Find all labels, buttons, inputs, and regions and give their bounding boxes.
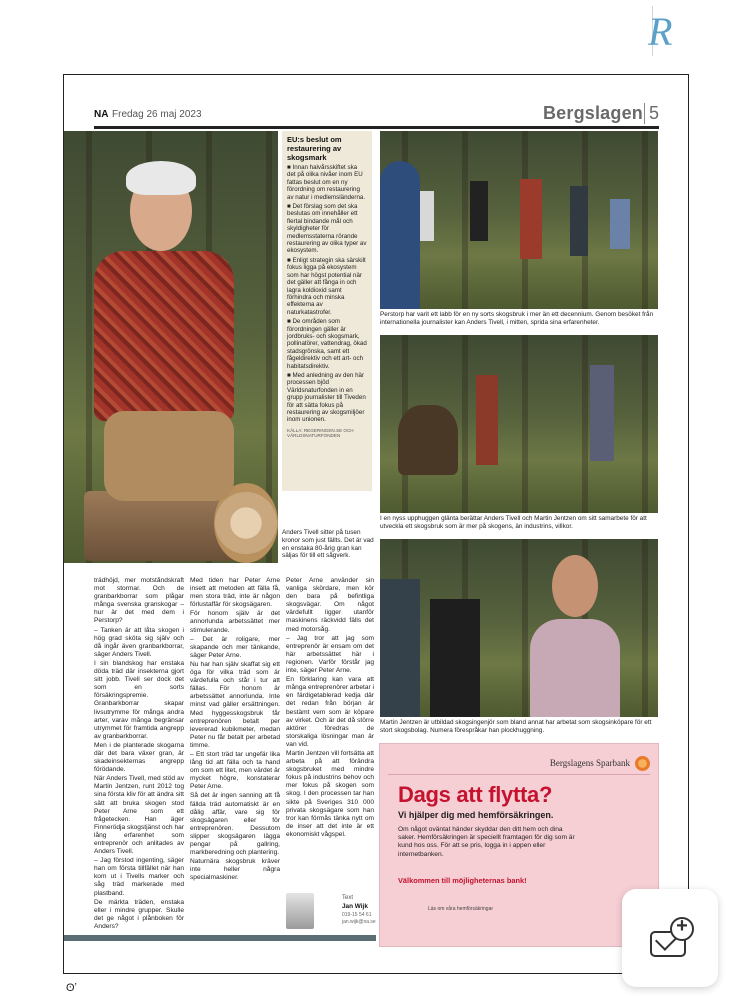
ad-small-link[interactable]: Läs om våra hemförsäkringar [428, 906, 494, 912]
article-paragraph: Med tiden har Peter Arne insett att metoden att fälla få, men stora träd, inte är någon förlustaffär för skogsägaren. [190, 577, 280, 609]
group-photo-caption: Perstorp har varit ett labb för en ny sorts skogsbruk i mer än ett decennium. Genom besöket från internationella journalister kan Anders Tivell, i mitten, sprida sina erfarenheter. [380, 311, 654, 326]
bank-logo-icon [635, 756, 650, 771]
masthead-brand: NA [94, 109, 109, 120]
photo-person [610, 199, 630, 249]
factbox-item: ■ Med anledning av den här processen bjöd Världsnaturfonden in en grupp journalister till Tiveden för att sätta fokus på restaurering av skogsmiljöer inom unionen. [287, 372, 367, 424]
article-paragraph: Så det är ingen sanning att få fällda träd automatiskt är en dålig affär, vare sig för skogsägaren eller för entreprenören. Dessutom slipper skogsägaren lägga pengar på gallring, markberedning och plantering. [190, 792, 280, 857]
article-paragraph: De märkta träden, enstaka eller i mindre grupper. Skulle det ge något i plånboken för Anders? [94, 898, 184, 930]
masthead-section: Bergslagen [542, 103, 643, 123]
photo-person [420, 191, 434, 241]
article-paragraph: Peter Arne använder sin vanliga skördare, men kör den bara på befintliga skogsvägar. Om något värdefullt ligger utanför maskinens räckvidd fälls det med motorsåg. [286, 577, 374, 633]
article-paragraph: – Jag förstod ingenting, säger han om första tillfället när han kom ut i Tivells marker och såg träd markerade med plastband. [94, 857, 184, 897]
author-photo [286, 893, 314, 929]
factbox-source: KÄLLA: REGERINGEN.SE OCH VÄRLDSNATURFONDEN [287, 427, 354, 439]
article-column-2 [190, 577, 280, 932]
factbox-item: ■ Innan halvårsskiftet ska det på olika nivåer inom EU fattas beslut om en ny förordning om restaurering av natur i medlemsländerna. [287, 164, 367, 201]
compose-mail-button[interactable] [622, 889, 718, 987]
article-paragraph: Martin Jentzen vill fortsätta att arbeta på att förändra skogsbruket med mindre fokus på industrins behov och mer fokus på skogen som skog. I den processen tar han sikte på Sveriges 310 000 privata skogsägare som han tror kan förmås tänka nytt om de inser att det inte är ett ekonomiskt vågspel. [286, 749, 374, 838]
plus-icon: + [670, 917, 694, 941]
main-photo-caption: Anders Tivell sitter på tusen kronor som just fällts. Det är vad en enstaka 80-årig gran kan säljas för till ett sågverk. [282, 529, 374, 560]
factbox-item: ■ Det förslag som det ska beslutas om innehåller ett flertal bindande mål och skyldigheter för medlemsstaterna rörande restaurering av olika typer av ekosystem. [287, 203, 367, 255]
factbox-item: ■ De områden som förordningen gäller är jordbruks- och skogsmark, pollinatörer, vattendrag, ökad stadsgrönska, samt ett fågeldirektiv och ett art- och habitatsdirektiv. [287, 318, 367, 370]
article-paragraph: När Anders Tivell, med stöd av Martin Jentzen, runt 2012 tog sina första kliv för att ändra sitt sätt att bruka skogen stod Peter Arne som ett frågetecken. Han äger Finnerödja skogstjänst och har lång erfarenhet som entreprenör och anlitades av Anders Tivell. [94, 775, 184, 856]
photo-person-head [552, 555, 598, 617]
article-paragraph: – Tanken är att låta skogen i hög grad sköta sig själv och då ingår även granbarkborrar, säger Anders Tivell. [94, 626, 184, 658]
article-paragraph: – Det är roligare, mer skapande och mer tänkande, säger Peter Arne. [190, 635, 280, 659]
photo-person [380, 579, 420, 717]
photo-person [570, 186, 588, 256]
ad-subheadline: Vi hjälper dig med hemförsäkringen. [398, 810, 554, 820]
masthead-page-number: 5 [644, 103, 659, 124]
article-paragraph: I sin blandskog har enstaka döda träd där insekterna gjort sitt jobb. Tivell ser dock det som en sorts försäkringspremie. Granbarkborrar skapar livsutrymme för många andra arter, varav många begränsar utrymmet för framtida angrepp av granbarkborrar. [94, 659, 184, 740]
advertisement[interactable] [379, 743, 659, 947]
ad-bank-name: Bergslagens Sparbank [549, 758, 630, 768]
group-photo [380, 131, 658, 309]
photo-person-shirt [94, 251, 234, 421]
article-paragraph: trädhöjd, mer motståndskraft mot stormar. Och de granbarkborrar som plågar många svenska granskogar – hur är det med dem i Perstorp? [94, 577, 184, 625]
photo-person [590, 365, 614, 461]
ad-headline: Dags att flytta? [398, 782, 553, 807]
ad-cta[interactable]: Välkommen till möjligheternas bank! [398, 876, 527, 885]
article-paragraph: För honom själv är det annorlunda arbetssättet mer stimulerande. [190, 610, 280, 634]
factbox-item: ■ Enligt strategin ska särskilt fokus ligga på ekosystem som har högst potential när det gäller att fånga in och lagra koldioxid samt förhindra och minska effekterna av naturkatastrofer. [287, 257, 367, 316]
byline [286, 893, 376, 933]
byline-email: jan.wijk@na.se [342, 919, 376, 925]
photo-person-shirt [530, 619, 620, 717]
masthead-date: Fredag 26 maj 2023 [112, 109, 202, 120]
article-paragraph: Men i de planterade skogarna där det bara växer gran, är skadeinsekternas angrepp förödande. [94, 741, 184, 774]
bottom-bar [64, 935, 376, 941]
byline-phone: 019-15 54 61 [342, 912, 372, 918]
portrait-photo [380, 539, 658, 717]
portrait-photo-caption: Martin Jentzen är utbildad skogsingenjör som bland annat har arbetat som skogsinköpare för ett stort skogsbolag. Numera förespråkar han plockhuggning. [380, 719, 652, 734]
article-column-1 [94, 577, 184, 932]
photo-stump [398, 405, 458, 475]
photo-person [520, 179, 542, 259]
article-paragraph: Nu har han själv skaffat sig ett öga för vilka träd som är värdefulla och står i tur att fällas. För honom är arbetssättet annorlunda. Inte minst vad gäller ersättningen. Med hyggesskogsbruk får entreprenören betalt per levererad kubikmeter, medan Peter nu får betalt per arbetad timme. [190, 660, 280, 749]
factbox [282, 131, 372, 491]
article-paragraph: En förklaring kan vara att många entreprenörer arbetar i en färdigetablerad kedja där det redan från början är bestämt vem som är köpare av virket. Och är det då större aktörer föredras de storskaliga lösningar man är van vid. [286, 676, 374, 748]
byline-name: Jan Wijk [342, 903, 368, 910]
clearing-photo-caption: I en nyss upphuggen glänta berättar Anders Tivell och Martin Jentzen om sitt samarbete för att utveckla ett skogsbruk som är mer på skogens, än industrins, villkor. [380, 515, 647, 530]
article-paragraph: – Jag tror att jag som entreprenör är ensam om det här arbetssättet här i regionen. Varför förstår jag inte, säger Peter Arne. [286, 634, 374, 675]
photo-person [380, 161, 420, 309]
ad-body: Om något oväntat händer skyddar den ditt hem och dina saker. Hemförsäkringen är speciellt framtagen för dig som är kund hos oss. För att se pris, logga in i appen eller internetbanken. [398, 826, 575, 858]
article-paragraph: – Ett stort träd tar ungefär lika lång tid att fälla och ta hand om som ett litet, men värdet är mycket högre, konstaterar Peter Arne. [190, 750, 280, 791]
photo-person-hair [126, 161, 196, 195]
factbox-title: EU:s beslut om restaurering av skogsmark [287, 135, 342, 162]
main-photo [64, 131, 278, 563]
photo-person [470, 181, 488, 241]
photo-person-legs [104, 411, 234, 501]
app-logo [648, 8, 704, 56]
article-paragraph: Naturnära skogsbruk kräver inte heller några specialmaskiner. [190, 858, 280, 882]
corner-mark: ʘʼ [66, 982, 77, 994]
app-logo-letter: R [648, 9, 673, 54]
article-column-3 [286, 577, 374, 889]
newspaper-page [63, 74, 689, 974]
ad-divider [388, 774, 650, 775]
photo-person [476, 375, 498, 465]
clearing-photo [380, 335, 658, 513]
masthead [94, 103, 659, 129]
photo-person [430, 599, 480, 717]
byline-label: Text [342, 895, 354, 901]
